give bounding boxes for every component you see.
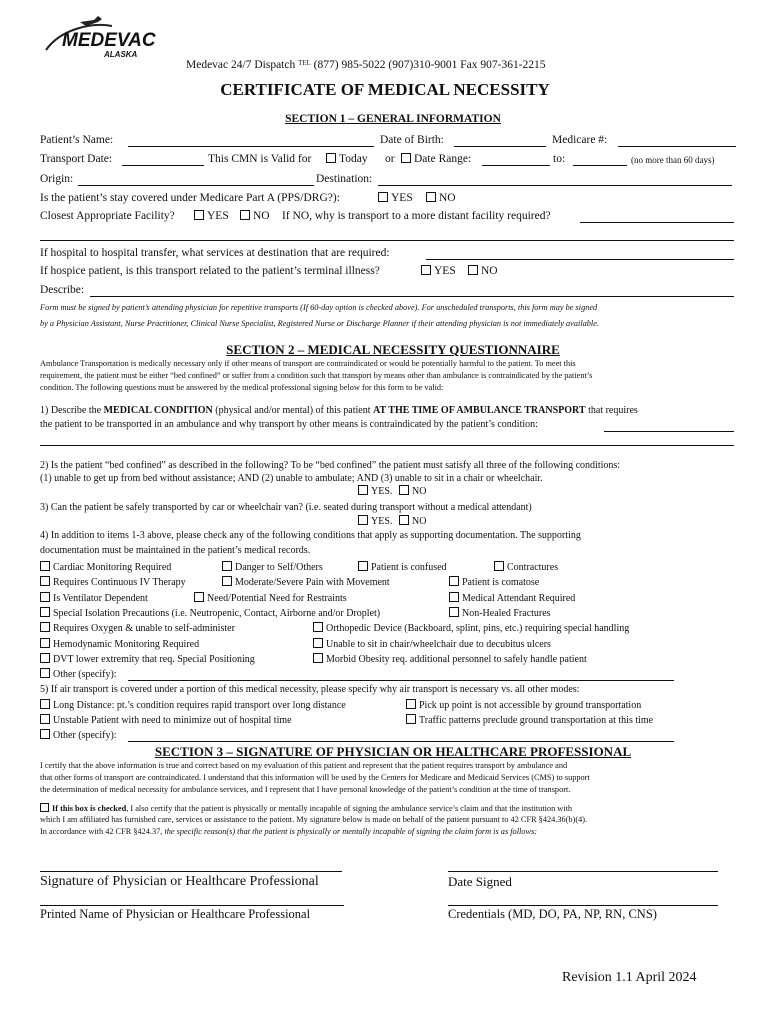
q2-no-option[interactable]: [399, 485, 426, 497]
q1-time-of-transport: AT THE TIME OF AMBULANCE TRANSPORT: [373, 405, 586, 416]
cond-pain[interactable]: [222, 576, 390, 588]
checkbox[interactable]: [40, 592, 50, 602]
patient-name-field[interactable]: [128, 146, 374, 147]
checkbox[interactable]: [40, 653, 50, 663]
checkbox[interactable]: [40, 699, 50, 709]
incapable-line-1: [40, 803, 572, 813]
q3-no-checkbox[interactable]: [399, 515, 409, 525]
condition-label: Hemodynamic Monitoring Required: [53, 639, 200, 650]
if-no-question: If NO, why is transport to a more distant facility required?: [282, 210, 551, 222]
yes-label: YES: [391, 192, 413, 204]
q3-yes-checkbox[interactable]: [358, 515, 368, 525]
checkbox[interactable]: [313, 638, 323, 648]
condition-label: Morbid Obesity req. additional personnel to safely handle patient: [326, 654, 587, 665]
part-a-no-checkbox[interactable]: [426, 192, 436, 202]
logo-sub: ALASKA: [104, 50, 138, 59]
dispatch-info: Medevac 24/7 Dispatch ᵀᴱᴸ (877) 985-5022 (907)310-9001 Fax 907-361-2215: [186, 59, 546, 71]
no-label: NO: [412, 516, 427, 527]
cond-confused[interactable]: [358, 561, 447, 573]
no-more-note: (no more than 60 days): [631, 155, 715, 165]
revision-label: Revision 1.1 April 2024: [562, 970, 697, 985]
part-a-no-option[interactable]: [426, 192, 456, 204]
cond-oxygen[interactable]: [40, 622, 235, 634]
yes-label: YES: [434, 265, 456, 277]
other-label: Other (specify):: [53, 730, 117, 741]
condition-label: Special Isolation Precautions (i.e. Neutropenic, Contact, Airborne and/or Droplet): [53, 608, 381, 619]
checkbox[interactable]: [449, 592, 459, 602]
checkbox[interactable]: [40, 576, 50, 586]
condition-label: Cardiac Monitoring Required: [53, 562, 172, 573]
air-reason-label: Long Distance: pt.’s condition requires rapid transport over long distance: [53, 700, 346, 711]
condition-label: Need/Potential Need for Restraints: [207, 593, 347, 604]
condition-label: Unable to sit in chair/wheelchair due to decubitus ulcers: [326, 639, 551, 650]
date-range-checkbox[interactable]: [401, 153, 411, 163]
cond-attendant[interactable]: [449, 592, 575, 604]
if-no-field[interactable]: [580, 222, 734, 223]
cond-isolation[interactable]: [40, 607, 380, 619]
credentials-field[interactable]: [448, 905, 718, 906]
checkbox[interactable]: [358, 561, 368, 571]
condition-label: Patient is comatose: [462, 577, 540, 588]
destination-label: Destination:: [316, 173, 373, 185]
section1-heading: SECTION 1 – GENERAL INFORMATION: [285, 113, 501, 125]
cond-other-field[interactable]: [128, 680, 674, 681]
checkbox[interactable]: [222, 561, 232, 571]
part-a-yes-checkbox[interactable]: [378, 192, 388, 202]
q1-text-e: that requires: [585, 405, 638, 416]
cond-iv[interactable]: [40, 576, 186, 588]
q3-yes-option[interactable]: [358, 515, 392, 527]
no-label: NO: [412, 486, 427, 497]
q2-line-1: 2) Is the patient “bed confined” as described in the following? To be “bed confined” the patient must satisfy all three of the following conditions:: [40, 460, 621, 471]
condition-label: Requires Continuous IV Therapy: [53, 577, 186, 588]
today-option[interactable]: [326, 153, 368, 165]
checkbox[interactable]: [406, 714, 416, 724]
q1-field[interactable]: [604, 431, 734, 432]
condition-label: Moderate/Severe Pain with Movement: [235, 577, 390, 588]
hospice-no-checkbox[interactable]: [468, 265, 478, 275]
air-unstable[interactable]: [40, 714, 292, 726]
checkbox[interactable]: [40, 607, 50, 617]
incapable-text: , I also certify that the patient is physically or mentally incapable of signing the ambulance service’s claim and that the institution with: [126, 804, 573, 813]
printed-name-label: Printed Name of Physician or Healthcare Professional: [40, 907, 311, 921]
cond-restraints[interactable]: [194, 592, 347, 604]
yes-label: YES: [207, 210, 229, 222]
date-range-option[interactable]: [401, 153, 471, 165]
cond-obesity[interactable]: [313, 653, 587, 665]
h2h-question: If hospital to hospital transfer, what services at destination that are required:: [40, 247, 390, 259]
air-long-distance[interactable]: [40, 699, 346, 711]
cond-ventilator[interactable]: [40, 592, 148, 604]
cond-contractures[interactable]: [494, 561, 558, 573]
q2-no-checkbox[interactable]: [399, 485, 409, 495]
checkbox[interactable]: [40, 561, 50, 571]
page-title: CERTIFICATE OF MEDICAL NECESSITY: [220, 80, 550, 99]
cond-orthopedic[interactable]: [313, 622, 629, 634]
air-reason-label: Unstable Patient with need to minimize out of hospital time: [53, 715, 292, 726]
hospice-question: If hospice patient, is this transport related to the patient’s terminal illness?: [40, 265, 380, 277]
cond-hemodynamic[interactable]: [40, 638, 199, 650]
signature-field[interactable]: [40, 871, 342, 872]
q2-line-2: (1) unable to get up from bed without assistance; AND (2) unable to ambulate; AND (3) unable to sit in a chair or wheelchair.: [40, 473, 543, 484]
q5-text: 5) If air transport is covered under a portion of this medical necessity, please specify why air transport is necessary vs. all other modes:: [40, 684, 580, 695]
condition-label: DVT lower extremity that req. Special Positioning: [53, 654, 255, 665]
transport-date-label: Transport Date:: [40, 153, 113, 165]
yes-label: YES.: [371, 486, 393, 497]
section3-heading: SECTION 3 – SIGNATURE OF PHYSICIAN OR HEALTHCARE PROFESSIONAL: [154, 744, 632, 759]
checkbox[interactable]: [222, 576, 232, 586]
medicare-field[interactable]: [618, 146, 736, 147]
date-range-to-field[interactable]: [573, 165, 627, 166]
s3-text-1: I certify that the above information is true and correct based on my evaluation of this patient and represent that the patient requires transport by ambulance and: [40, 761, 568, 770]
cond-dvt[interactable]: [40, 653, 255, 665]
s2-intro-2: requirement, the patient must be either “bed confined” or suffer from a condition such that transport by means other than ambulance is contraindicated by the patient’s: [40, 371, 593, 380]
checkbox[interactable]: [449, 576, 459, 586]
condition-label: Non-Healed Fractures: [462, 608, 551, 619]
checkbox[interactable]: [494, 561, 504, 571]
condition-label: Contractures: [507, 562, 559, 573]
cfr-italic: the specific reason(s) that the patient is physically or mentally incapable of signing the claim form is as follows:: [164, 827, 537, 836]
checkbox[interactable]: [40, 714, 50, 724]
q4-line-2: documentation must be maintained in the patient’s medical records.: [40, 545, 311, 556]
to-label: to:: [553, 153, 566, 165]
condition-label: Is Ventilator Dependent: [53, 593, 148, 604]
q1-line-2: the patient to be transported in an ambulance and why transport by other means is contraindicated by the patient’s condition:: [40, 419, 538, 430]
air-pickup[interactable]: [406, 699, 641, 711]
q2-yes-option[interactable]: [358, 485, 392, 497]
air-traffic[interactable]: [406, 714, 653, 726]
date-range-label: Date Range:: [414, 153, 472, 165]
s2-intro-3: condition. The following questions must be answered by the medical professional signing below for this form to be valid:: [40, 383, 444, 392]
no-label: NO: [481, 265, 498, 277]
closest-yes-option[interactable]: [194, 210, 229, 222]
air-other[interactable]: [40, 729, 117, 741]
cond-comatose[interactable]: [449, 576, 539, 588]
checkbox[interactable]: [40, 638, 50, 648]
cfr-text: In accordance with 42 CFR §424.37,: [40, 827, 165, 836]
signing-note-2: by a Physician Assistant, Nurse Practitioner, Clinical Nurse Specialist, Registered Nurse or Discharge Planner if their attending physician is not immediately available.: [40, 319, 599, 328]
checkbox[interactable]: [449, 607, 459, 617]
no-label: NO: [439, 192, 456, 204]
q2-yes-checkbox[interactable]: [358, 485, 368, 495]
hospice-yes-checkbox[interactable]: [421, 265, 431, 275]
condition-label: Orthopedic Device (Backboard, splint, pins, etc.) requiring special handling: [326, 623, 630, 634]
no-label: NO: [253, 210, 270, 222]
origin-field[interactable]: [78, 185, 314, 186]
cond-other[interactable]: [40, 668, 117, 680]
date-signed-field[interactable]: [448, 871, 718, 872]
closest-no-option[interactable]: [240, 210, 270, 222]
cond-danger[interactable]: [222, 561, 323, 573]
dob-label: Date of Birth:: [380, 134, 444, 146]
q3-no-option[interactable]: [399, 515, 426, 527]
part-a-question: Is the patient’s stay covered under Medicare Part A (PPS/DRG?):: [40, 192, 340, 204]
incapable-bold: If this box is checked: [52, 804, 127, 813]
if-no-field-2[interactable]: [40, 240, 734, 241]
closest-yes-checkbox[interactable]: [194, 210, 204, 220]
cond-decubitus[interactable]: [313, 638, 551, 650]
air-reason-label: Traffic patterns preclude ground transportation at this time: [419, 715, 654, 726]
date-range-from-field[interactable]: [482, 165, 550, 166]
checkbox[interactable]: [40, 729, 50, 739]
incapable-line-2: which I am affiliated has furnished care, services or assistance to the patient. My signature below is made on behalf of the patient pursuant to 42 CFR §424.36(b)(4).: [40, 815, 588, 824]
checkbox[interactable]: [313, 653, 323, 663]
checkbox[interactable]: [194, 592, 204, 602]
valid-for-label: This CMN is Valid for: [208, 153, 312, 165]
checkbox[interactable]: [40, 622, 50, 632]
destination-field[interactable]: [378, 185, 732, 186]
cond-cardiac[interactable]: [40, 561, 171, 573]
hospice-yes-option[interactable]: [421, 265, 456, 277]
checkbox[interactable]: [313, 622, 323, 632]
printed-name-field[interactable]: [40, 905, 344, 906]
describe-label: Describe:: [40, 284, 85, 296]
dob-field[interactable]: [454, 146, 546, 147]
condition-label: Patient is confused: [371, 562, 447, 573]
q3-text: 3) Can the patient be safely transported by car or wheelchair van? (i.e. seated during transport without a medical attendant): [40, 502, 532, 513]
date-signed-label: Date Signed: [448, 874, 512, 889]
credentials-label: Credentials (MD, DO, PA, NP, RN, CNS): [448, 907, 657, 921]
hospice-no-option[interactable]: [468, 265, 498, 277]
incapable-line-3: [40, 827, 537, 836]
closest-no-checkbox[interactable]: [240, 210, 250, 220]
yes-label: YES.: [371, 516, 393, 527]
origin-label: Origin:: [40, 173, 74, 185]
condition-label: Requires Oxygen & unable to self-administer: [53, 623, 235, 634]
air-reason-label: Pick up point is not accessible by ground transportation: [419, 700, 642, 711]
condition-label: Medical Attendant Required: [462, 593, 576, 604]
medevac-logo: [40, 16, 156, 62]
s2-intro-1: Ambulance Transportation is medically necessary only if other means of transport are contraindicated or would be potentially harmful to the patient. To meet this: [40, 359, 576, 368]
q1-field-2[interactable]: [40, 445, 734, 446]
q1-line-1: [40, 405, 638, 416]
today-checkbox[interactable]: [326, 153, 336, 163]
section2-heading: SECTION 2 – MEDICAL NECESSITY QUESTIONNAIRE: [226, 342, 560, 357]
logo-name: MEDEVAC: [62, 30, 156, 51]
q4-line-1: 4) In addition to items 1-3 above, please check any of the following conditions that apply as supporting documentation. The supporting: [40, 530, 581, 541]
checkbox[interactable]: [406, 699, 416, 709]
condition-label: Danger to Self/Others: [235, 562, 323, 573]
s3-text-2: that other forms of transport are contraindicated. I understand that this information will be used by the Centers for Medicare and Medicaid Services (CMS) to support: [40, 773, 590, 782]
q1-text-a: 1) Describe the: [40, 405, 104, 416]
closest-facility-question: Closest Appropriate Facility?: [40, 210, 175, 222]
incapable-checkbox[interactable]: [40, 803, 49, 812]
describe-field[interactable]: [90, 296, 734, 297]
checkbox[interactable]: [40, 668, 50, 678]
other-label: Other (specify):: [53, 669, 117, 680]
signature-label: Signature of Physician or Healthcare Professional: [40, 874, 319, 889]
q1-medical-condition: MEDICAL CONDITION: [103, 405, 213, 416]
patient-name-label: Patient’s Name:: [40, 134, 114, 146]
signing-note-1: Form must be signed by patient’s attending physician for repetitive transports (If 60-day option is checked above). For unscheduled transports, this form may be signed: [40, 303, 598, 312]
h2h-field[interactable]: [426, 259, 734, 260]
today-label: Today: [339, 153, 368, 165]
part-a-yes-option[interactable]: [378, 192, 413, 204]
q1-text-c: (physical and/or mental) of this patient: [212, 405, 374, 416]
cond-fractures[interactable]: [449, 607, 551, 619]
transport-date-field[interactable]: [122, 165, 204, 166]
or-label: or: [385, 153, 395, 165]
s3-text-3: the determination of medical necessity for ambulance services, and I represent that I have personal knowledge of the patient’s condition at the time of transport.: [40, 785, 571, 794]
medicare-label: Medicare #:: [552, 134, 608, 146]
air-other-field[interactable]: [128, 741, 674, 742]
